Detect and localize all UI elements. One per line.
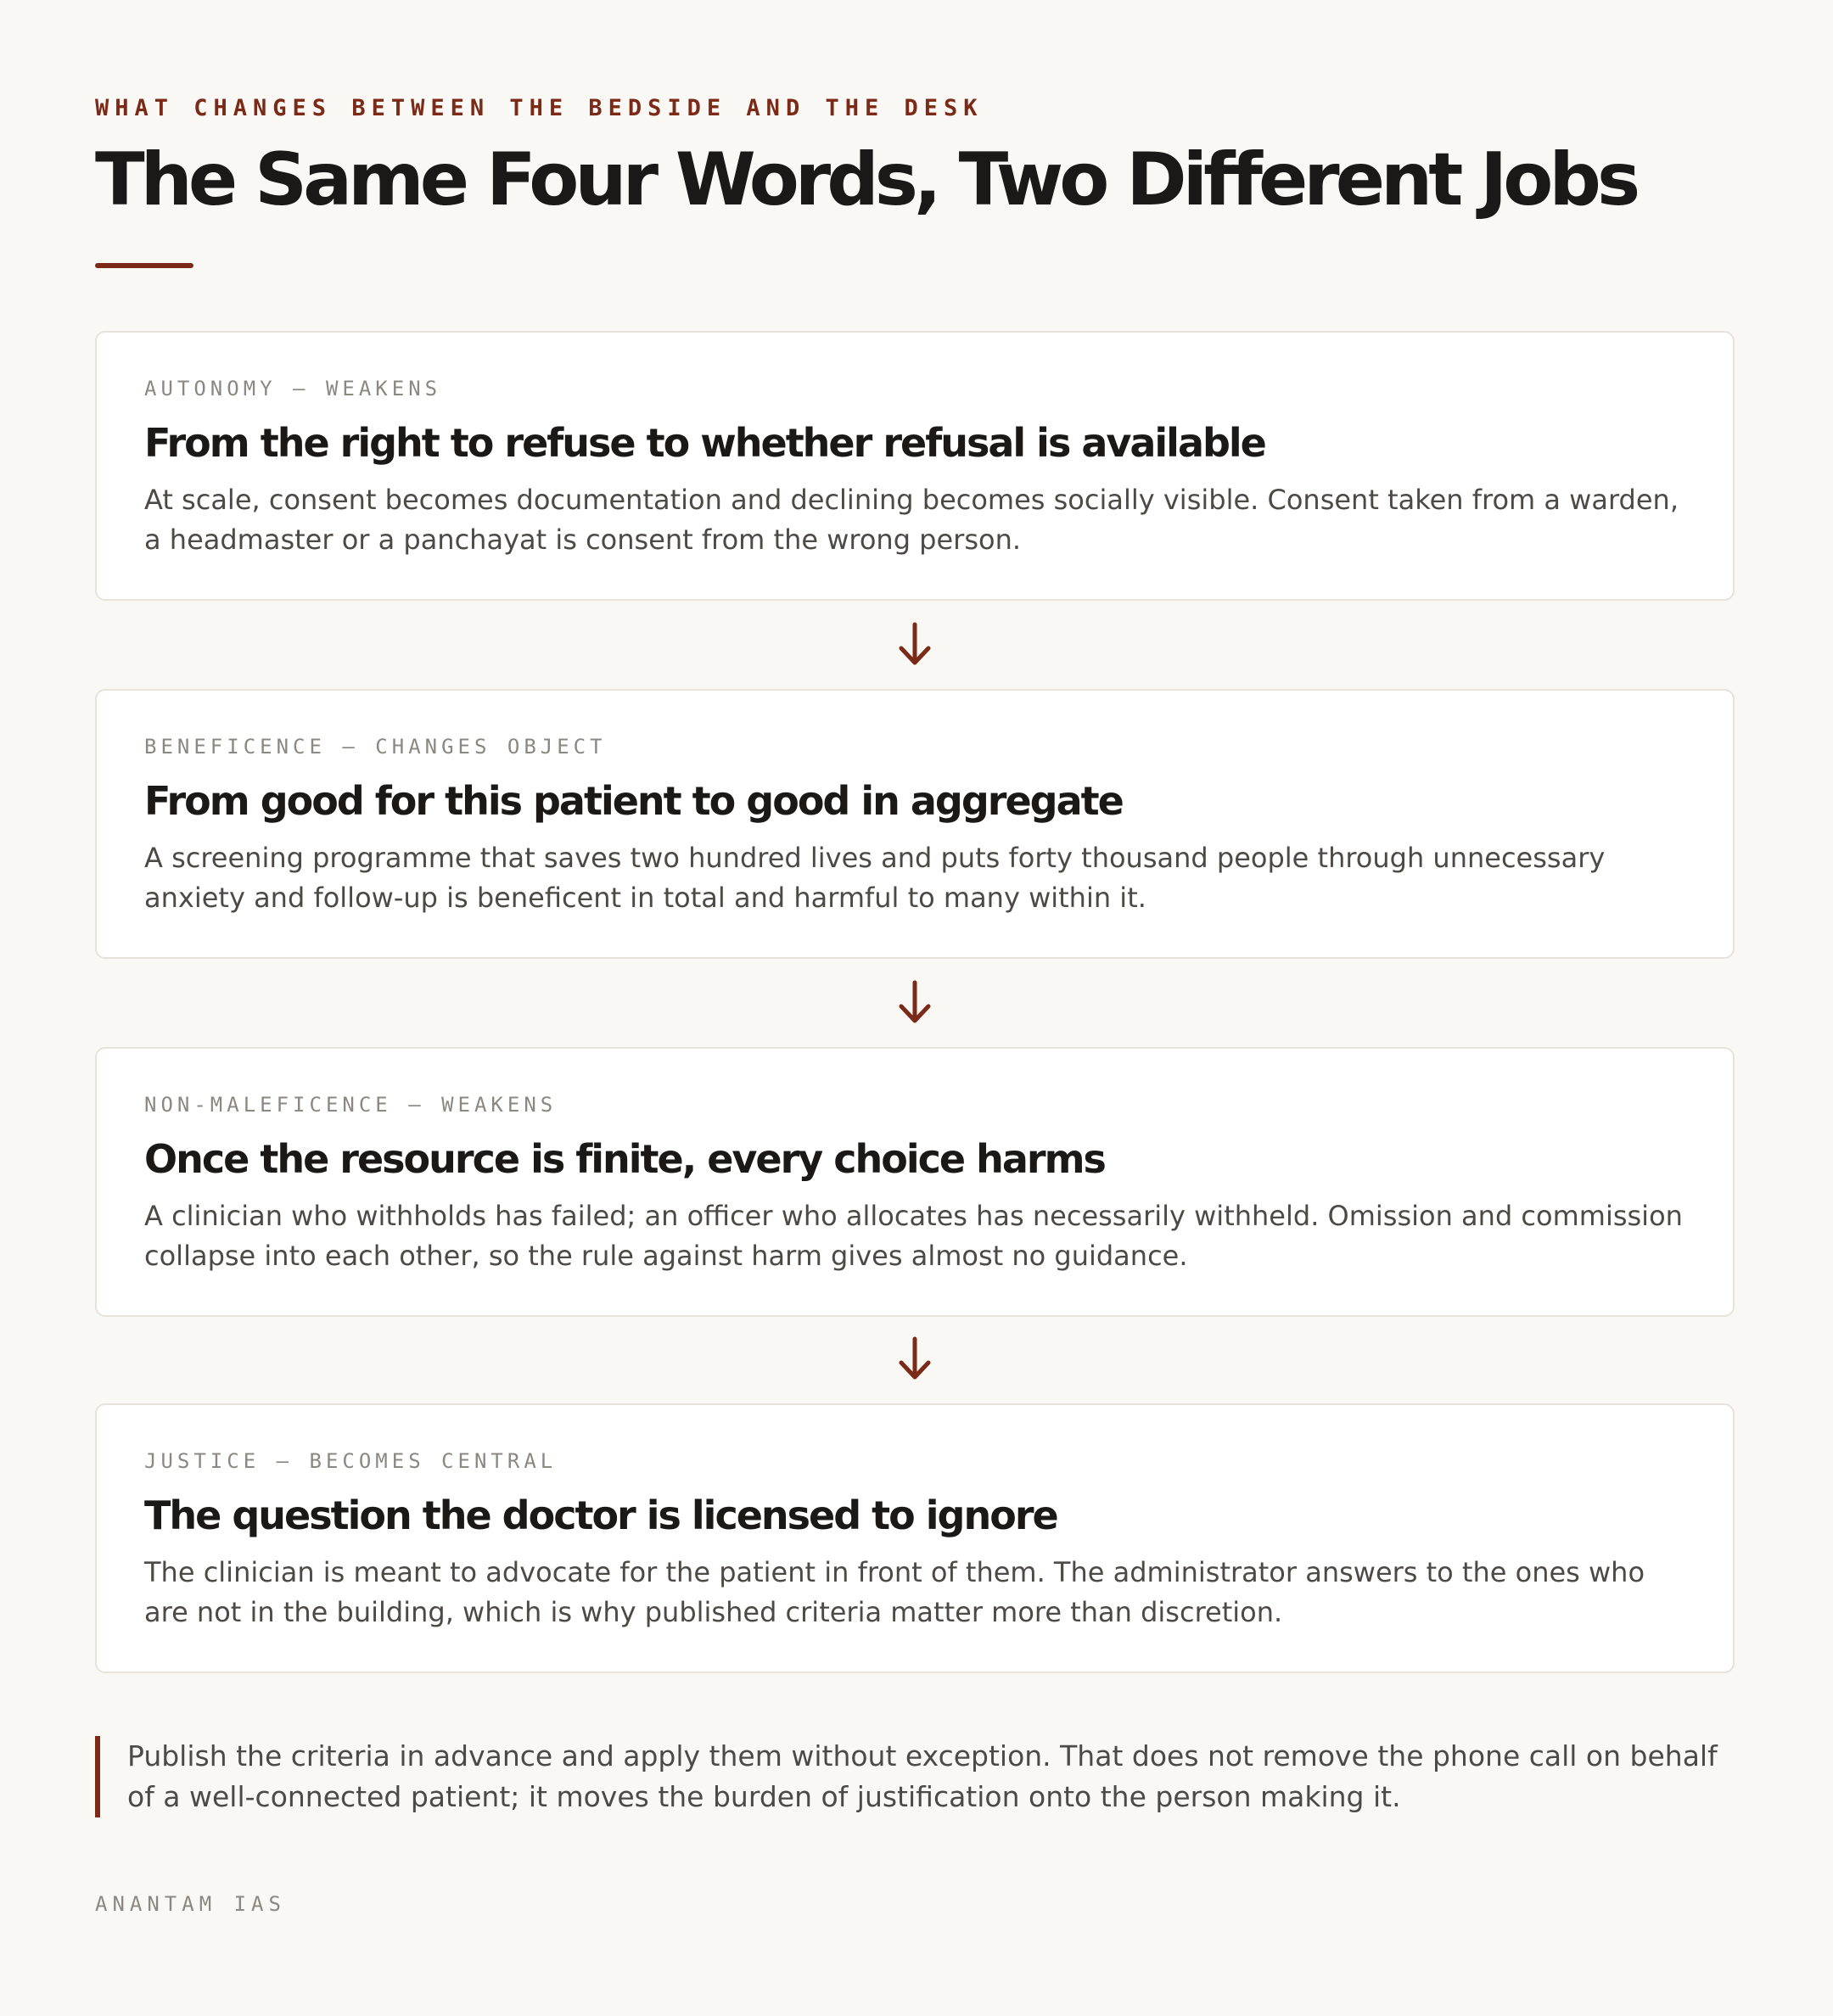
footer-brand: ANANTAM IAS (95, 1892, 286, 1916)
eyebrow-label: WHAT CHANGES BETWEEN THE BEDSIDE AND THE DESK (95, 95, 984, 121)
card-heading: The question the doctor is licensed to ignore (144, 1492, 1057, 1538)
card-body: A screening programme that saves two hundred lives and puts forty thousand people through unnecessary anxiety and follow-up is beneficent in total and harmful to many within it. (144, 842, 1606, 914)
arrow-down-icon (893, 1336, 937, 1383)
card-beneficence (95, 689, 1735, 959)
card-tag: BENEFICENCE — CHANGES OBJECT (144, 735, 607, 759)
card-body: The clinician is meant to advocate for the patient in front of them. The administrator answers to the ones who are not in the building, which is why published criteria matter more than discretion. (144, 1556, 1645, 1628)
pull-quote: Publish the criteria in advance and apply them without exception. That does not remove the phone call on behalf of a well-connected patient; it moves the burden of justification onto the person making it. (95, 1736, 1736, 1817)
card-body: At scale, consent becomes documentation and declining becomes socially visible. Consent taken from a warden, a headmaster or a panchayat is consent from the wrong person. (144, 484, 1679, 556)
card-heading: From good for this patient to good in aggregate (144, 778, 1123, 824)
card-tag: JUSTICE — BECOMES CENTRAL (144, 1449, 558, 1473)
card-body: A clinician who withholds has failed; an officer who allocates has necessarily withheld. Omission and commission collapse into each other, so the rule against harm gives almost no guidance. (144, 1200, 1683, 1272)
arrow-down-icon (893, 979, 937, 1027)
card-tag: AUTONOMY — WEAKENS (144, 377, 442, 400)
card-non-maleficence (95, 1047, 1735, 1317)
arrow-down-icon (893, 621, 937, 669)
page-title: The Same Four Words, Two Different Jobs (95, 137, 1637, 222)
card-justice (95, 1403, 1735, 1673)
title-underline (95, 263, 193, 268)
card-heading: Once the resource is finite, every choice harms (144, 1136, 1105, 1182)
card-tag: NON-MALEFICENCE — WEAKENS (144, 1093, 558, 1117)
card-heading: From the right to refuse to whether refusal is available (144, 420, 1265, 466)
card-autonomy (95, 331, 1735, 601)
